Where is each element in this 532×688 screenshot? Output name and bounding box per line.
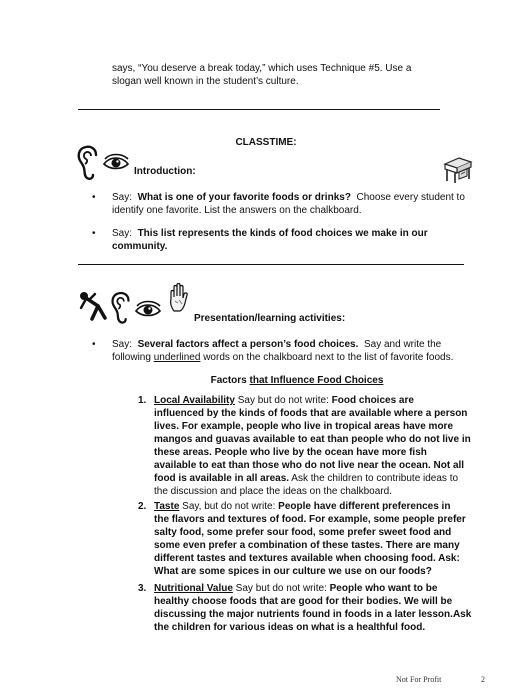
- classtime-heading: CLASSTIME:: [235, 137, 297, 148]
- say-label: Say:: [112, 339, 133, 350]
- item-number: 3.: [138, 583, 147, 594]
- intro-line-1: says, “You deserve a break today,” which uses Technique #5. Use a: [112, 63, 412, 74]
- factor-line-rest: Ask the children to contribute ideas to: [289, 473, 459, 484]
- bold-statement: Several factors affect a person’s food choices.: [137, 339, 359, 350]
- factors-title-prefix: Factors: [210, 375, 250, 386]
- bold-statement-line-1: This list represents the kinds of food choices we make in our: [137, 228, 428, 239]
- bullet-text: Say and write the: [363, 339, 442, 350]
- factors-title-underlined: that Influence Food Choices: [249, 375, 384, 386]
- factor-line-end: Ask: [452, 609, 472, 620]
- ear-icon: [110, 291, 134, 325]
- factor-line: lives. For example, people who live in tropical areas have more: [154, 421, 454, 432]
- factor-line: the children for various ideas on what is a healthful food.: [154, 622, 426, 633]
- presentation-bullet: [112, 338, 512, 364]
- presentation-heading: Presentation/learning activities:: [194, 313, 346, 324]
- item-number: 2.: [138, 501, 147, 512]
- intro-line-2: slogan well known in the student’s culture.: [112, 76, 299, 87]
- factor-line: salty food, some prefer sour food, some prefer sweet food and: [154, 527, 452, 538]
- factor-item-local-availability: [154, 394, 514, 498]
- divider-top: [78, 109, 440, 110]
- factor-bold-line-1: People have different preferences in: [275, 501, 451, 512]
- intro-paragraph: [112, 62, 442, 88]
- factor-title: Local Availability: [154, 395, 235, 406]
- factor-line: different tastes and textures available when choosing food. Ask:: [154, 553, 460, 564]
- factor-lead: Say but do not write:: [234, 395, 329, 406]
- factor-line: the discussion and place the ideas on the chalkboard.: [154, 486, 392, 497]
- factor-item-nutritional-value: [154, 582, 514, 634]
- ear-icon: [76, 145, 102, 181]
- item-number: 1.: [138, 395, 147, 406]
- say-label: Say:: [112, 228, 133, 239]
- eye-icon: [134, 300, 162, 320]
- bold-question: What is one of your favorite foods or drinks?: [137, 192, 351, 203]
- factor-title: Taste: [154, 501, 180, 512]
- bold-statement-line-2: community.: [112, 241, 168, 252]
- factor-line: some even prefer a combination of these tastes. There are many: [154, 540, 460, 551]
- factor-lead: Say, but do not write:: [179, 501, 276, 512]
- page-number: 2: [481, 675, 485, 684]
- factor-line: these areas. People who live by the ocean have more fish: [154, 447, 427, 458]
- bullet-text: Choose every student to: [356, 192, 465, 203]
- factor-line: available to eat than those who do not live near the ocean. Not all: [154, 460, 465, 471]
- eye-icon: [102, 153, 130, 173]
- stretching-person-icon: [78, 290, 108, 322]
- divider-middle: [78, 264, 464, 265]
- bullet-text-line-2: identify one favorite. List the answers on the chalkboard.: [112, 205, 362, 216]
- intro-bullet-2: [112, 227, 512, 253]
- bullet-dot: •: [92, 192, 96, 203]
- bullet-dot: •: [92, 228, 96, 239]
- footer-label: Not For Profit: [396, 675, 442, 684]
- introduction-heading: Introduction:: [134, 166, 196, 177]
- factor-lead: Say but do not write:: [232, 583, 327, 594]
- factor-line: discussing the major nutrients found in foods in a later lesson.: [154, 609, 453, 620]
- factor-bold-line-1: People who want to be: [326, 583, 438, 594]
- factor-bold-line-1: Food choices are: [328, 395, 414, 406]
- factor-line: What are some spices in our culture we use on our foods?: [154, 566, 432, 577]
- factor-line: healthy choose foods that are good for their bodies. We will be: [154, 596, 453, 607]
- factor-line: food is available in all areas.: [154, 473, 290, 484]
- bullet-text-part: following: [112, 352, 154, 363]
- underlined-word: underlined: [153, 352, 201, 363]
- desk-icon: [441, 154, 475, 184]
- say-label: Say:: [112, 192, 133, 203]
- factors-title: [0, 374, 532, 387]
- bullet-dot: •: [92, 339, 96, 350]
- factor-title: Nutritional Value: [154, 583, 233, 594]
- bullet-text-part: words on the chalkboard next to the list of favorite foods.: [200, 352, 454, 363]
- factor-item-taste: [154, 500, 514, 578]
- factor-line: the flavors and textures of food. For example, some people prefer: [154, 514, 466, 525]
- intro-bullet-1: [112, 191, 512, 217]
- factor-line: mangos and guavas available to eat than people who do not live in: [154, 434, 471, 445]
- hand-icon: [168, 283, 190, 313]
- factor-line: influenced by the kinds of foods that are available where a person: [154, 408, 468, 419]
